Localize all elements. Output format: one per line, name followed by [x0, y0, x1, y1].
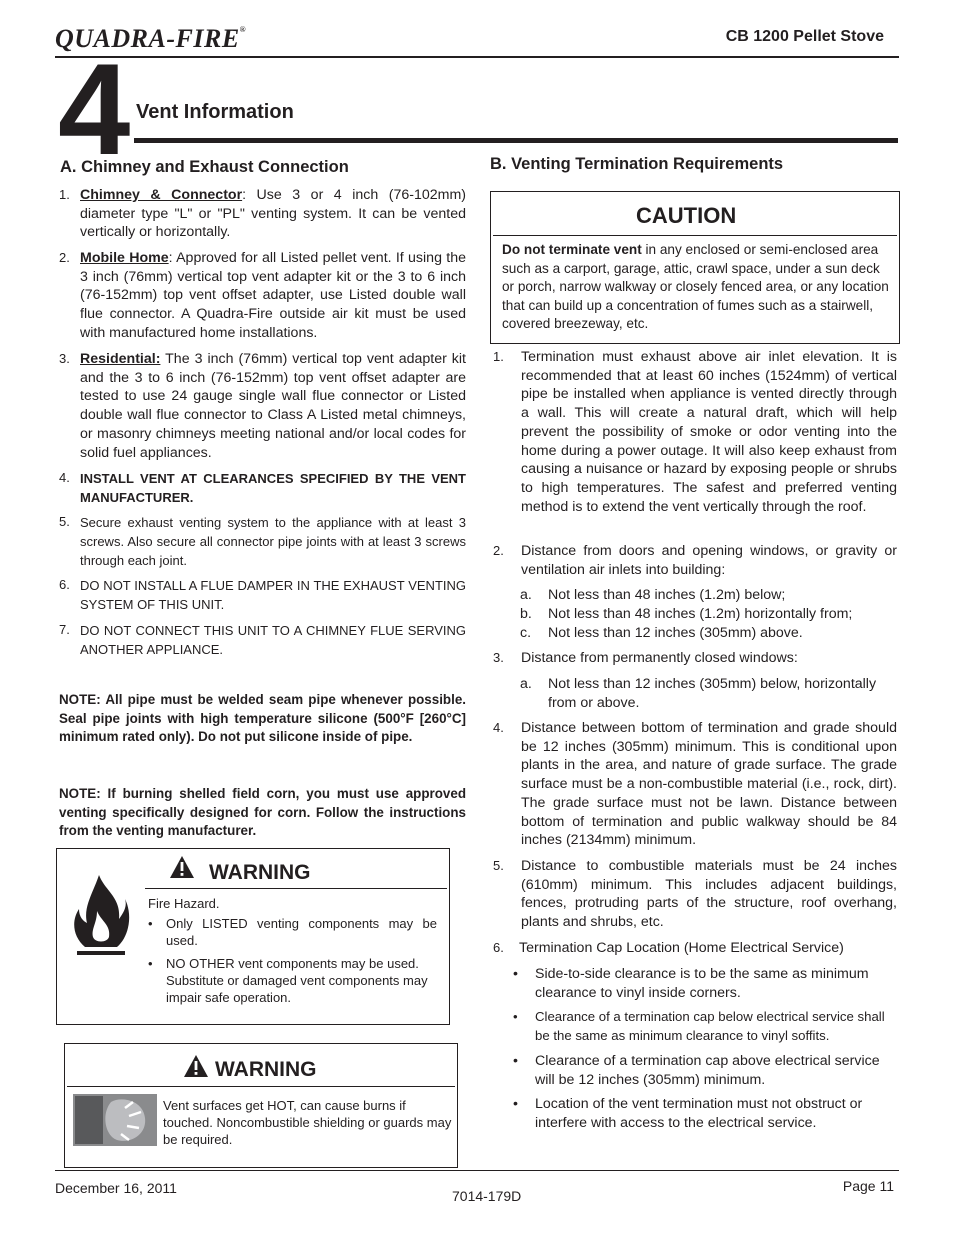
warning-triangle-icon [183, 1054, 209, 1080]
bullet-item: • Side-to-side clearance is to be the same as minimum clearance to vinyl inside corners. [513, 966, 869, 1001]
brand-logo: QUADRA-FIRE® [55, 24, 247, 53]
note-corn: NOTE: If burning shelled field corn, you must use approved venting specifically designed for corn. Follow the instructions from the venting manufacturer. [59, 786, 466, 839]
warning-triangle-icon [169, 855, 195, 881]
section-a-title: A. Chimney and Exhaust Connection [60, 158, 349, 176]
chapter-title: Vent Information [136, 101, 294, 123]
product-title: CB 1200 Pellet Stove [725, 28, 884, 45]
sub-item: c. Not less than 12 inches (305mm) above. [520, 625, 803, 641]
chapter-number: 4 [58, 36, 127, 182]
warning-bullet: • Only LISTED venting components may be used. [148, 916, 437, 948]
footer-rule [55, 1170, 899, 1171]
section-b-title: B. Venting Termination Requirements [490, 155, 784, 173]
warning-heading: WARNING [215, 1058, 317, 1081]
warning-fire-text [148, 895, 437, 1006]
warning-heading: WARNING [209, 861, 311, 884]
caution-title: CAUTION [636, 203, 737, 228]
chapter-rule [134, 138, 898, 143]
caution-divider [493, 235, 897, 236]
note-silicone: NOTE: All pipe must be welded seam pipe whenever possible. Seal pipe joints with high temperature silicone (500°F [260°C] minimum rated only). Do not put silicone inside of pipe. [59, 692, 466, 745]
bullet-item: • Clearance of a termination cap above electrical service will be 12 inches (305mm) minimum. [513, 1052, 880, 1088]
warning-hot-text: Vent surfaces get HOT, can cause burns if touched. Noncombustible shielding or guards may be required. [163, 1098, 452, 1147]
caution-text: Do not terminate vent in any enclosed or semi-enclosed area such as a carport, garage, attic, crawl space, under a sun deck or porch, narrow walkway or closely fenced area, or any location that can build up a concentration of fumes such as a stairwell, covered breezeway, etc. [502, 242, 889, 331]
bullet-item: • Clearance of a termination cap below electrical service shall be the same as minimum clearance to vinyl soffits. [513, 1009, 885, 1044]
warning-box-hot [64, 1043, 458, 1168]
sub-item: b. Not less than 48 inches (1.2m) horizontally from; [520, 606, 853, 622]
footer-date: December 16, 2011 [55, 1180, 177, 1196]
warning-divider [67, 1086, 455, 1087]
warning-bullet: • NO OTHER vent components may be used. Substitute or damaged vent components may impair safe operation. [148, 956, 428, 1005]
sub-list [520, 586, 870, 643]
warning-line: Fire Hazard. [148, 896, 220, 911]
footer-page-number: Page 11 [842, 1178, 894, 1194]
caution-box [490, 191, 900, 344]
sub-item: a. Not less than 48 inches (1.2m) below; [520, 587, 786, 603]
bullet-item: • Location of the vent termination must not obstruct or interfere with access to the electrical service. [513, 1096, 863, 1131]
flame-icon [71, 871, 131, 959]
sub-item: a. Not less than 12 inches (305mm) below, horizontally from or above. [520, 676, 877, 711]
warning-divider [145, 888, 447, 889]
sub-list [520, 675, 897, 711]
warning-box-fire [56, 848, 450, 1025]
header-rule [55, 56, 899, 58]
bullet-list [513, 965, 898, 1133]
footer-doc-number: 7014-179D [452, 1188, 522, 1204]
hot-surface-icon [73, 1094, 157, 1146]
